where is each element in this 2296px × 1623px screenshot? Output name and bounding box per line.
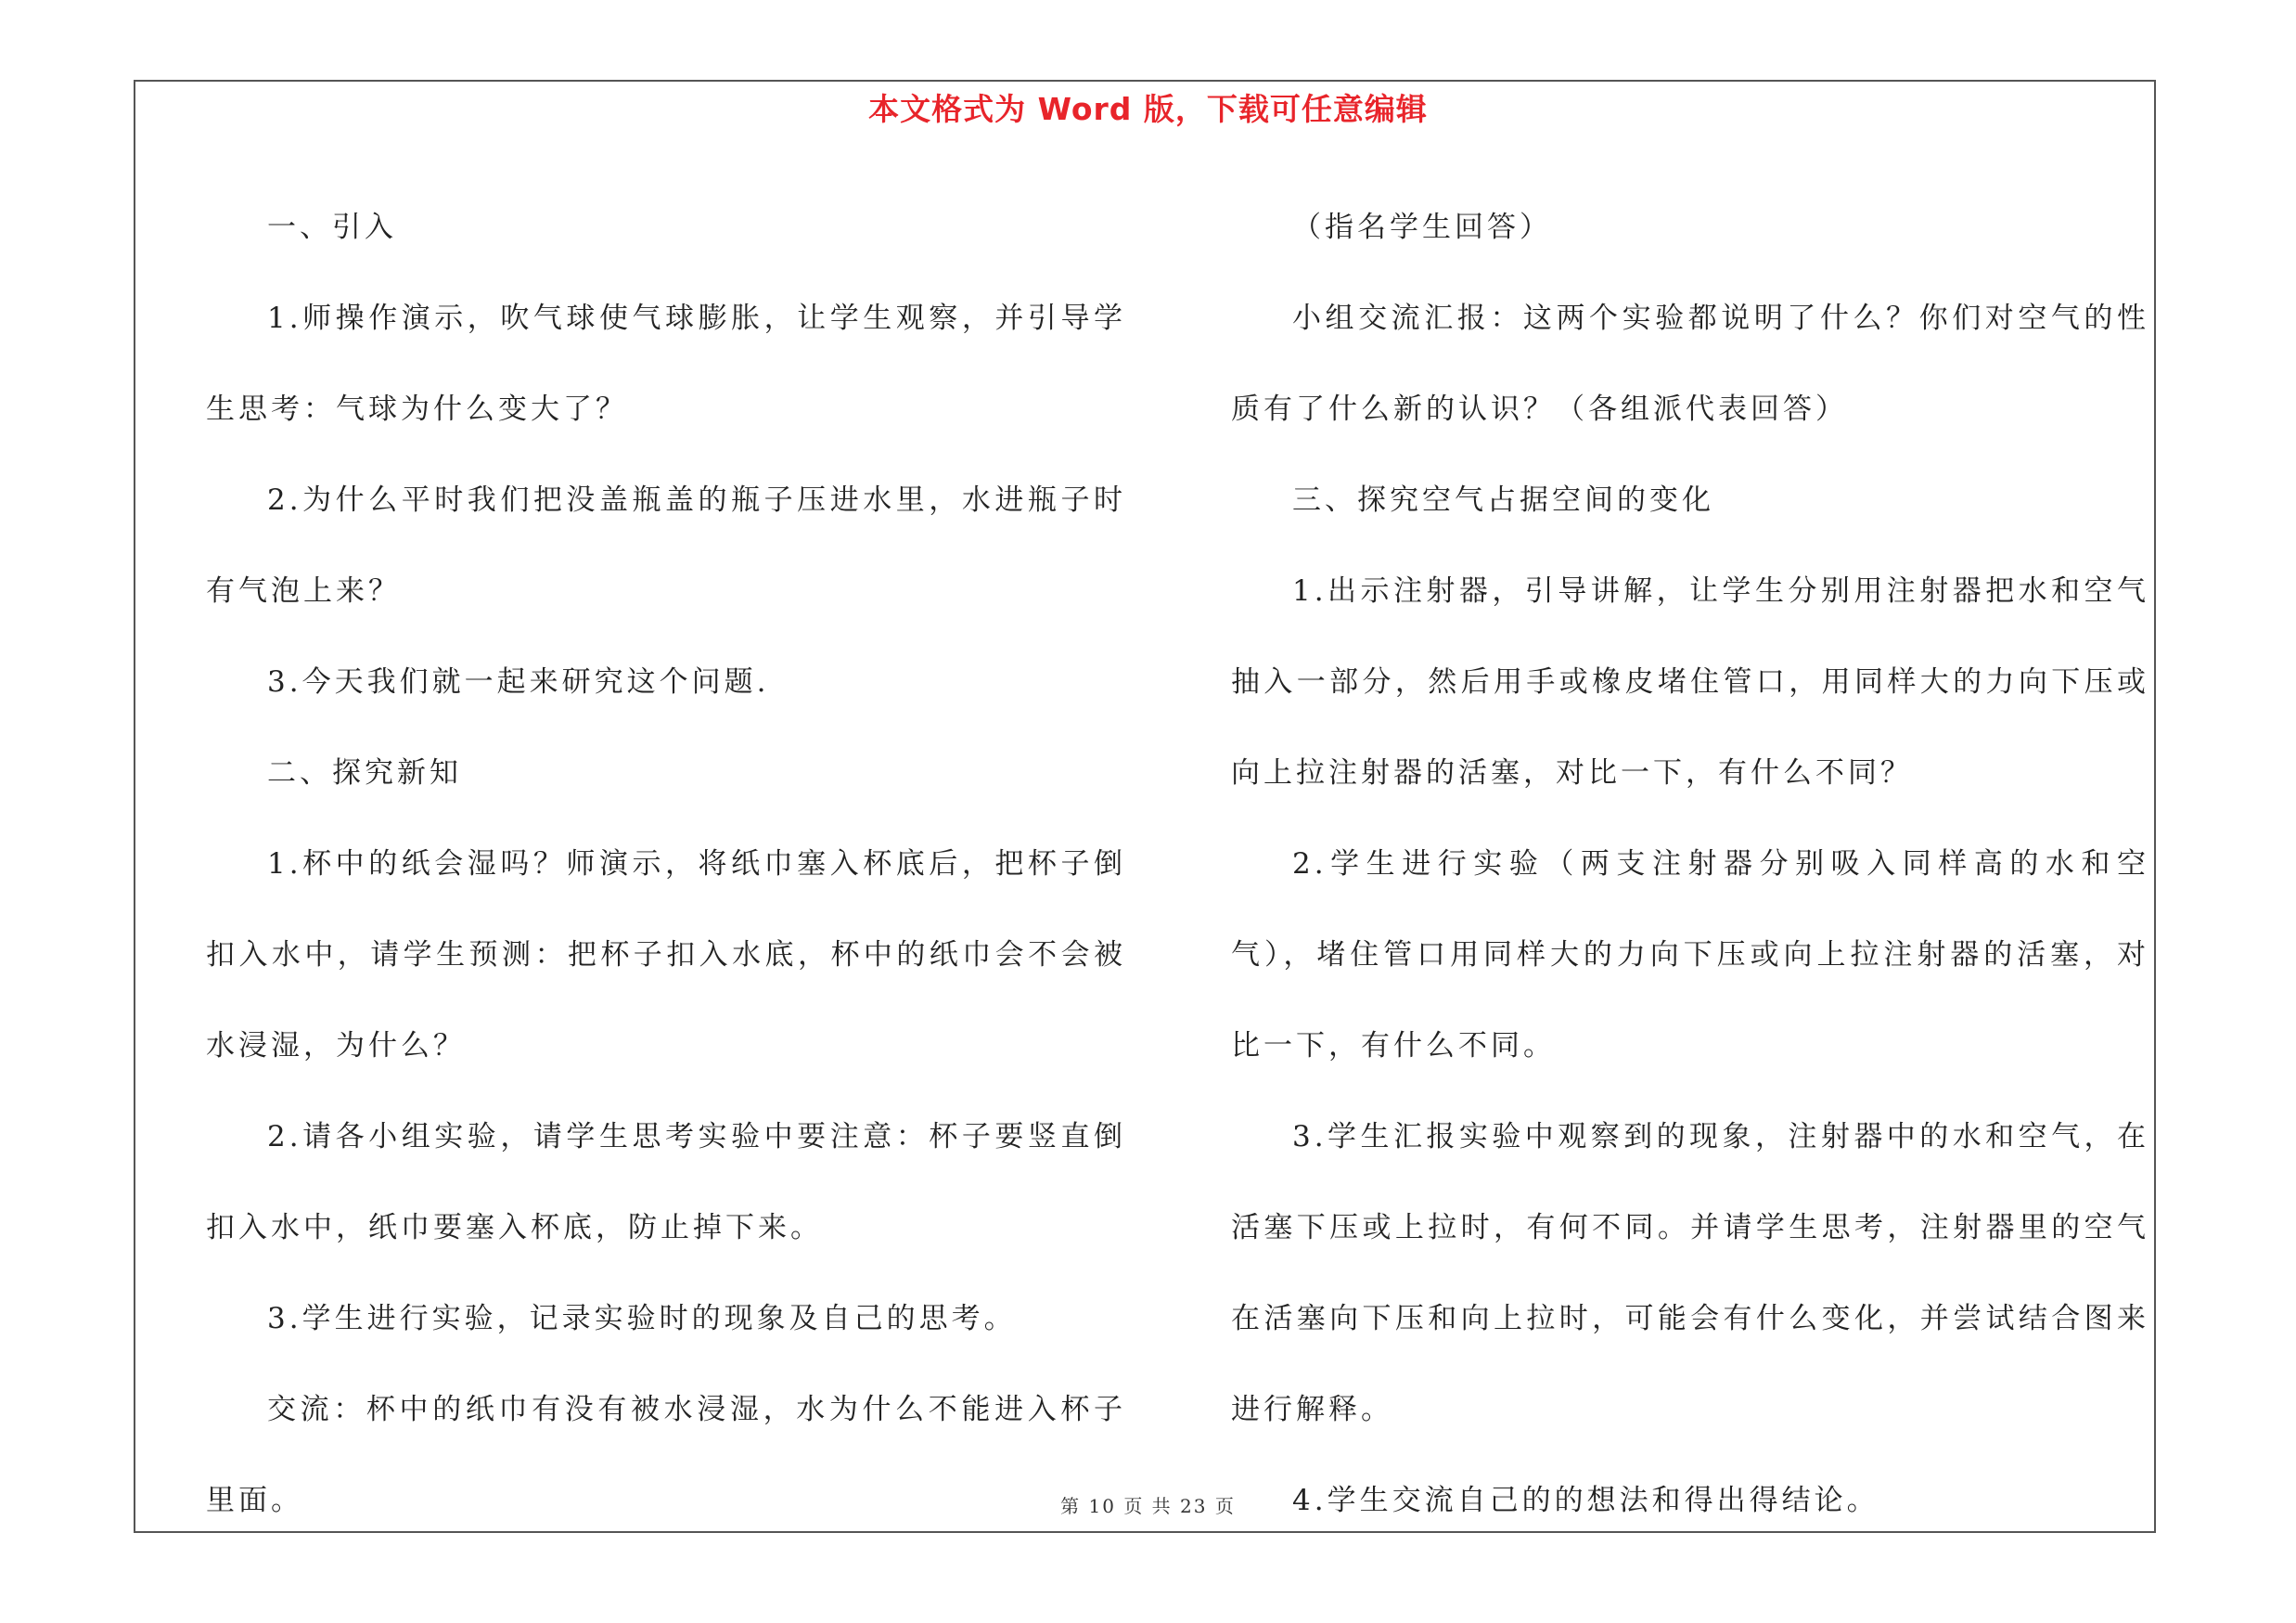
right-column [1231,182,2149,1546]
paragraph: 2.学生进行实验（两支注射器分别吸入同样高的水和空气），堵住管口用同样大的力向下压或向上拉注射器的活塞，对比一下，有什么不同。 [1231,847,2149,1063]
paragraph: 4.学生交流自己的的想法和得出得结论。 [1292,1484,1879,1517]
section-heading: 二、探究新知 [267,756,462,790]
paragraph: （指名学生回答） [1292,211,1552,244]
paragraph: 3.学生汇报实验中观察到的现象，注射器中的水和空气，在活塞下压或上拉时，有何不同。并请学生思考，注射器里的空气在活塞向下压和向上拉时，可能会有什么变化，并尝试结合图来进行解释。 [1231,1120,2149,1426]
paragraph: 1.杯中的纸会湿吗？师演示，将纸巾塞入杯底后，把杯子倒扣入水中，请学生预测：把杯子扣入水底，杯中的纸巾会不会被水浸湿，为什么？ [206,847,1126,1063]
section-heading: 三、探究空气占据空间的变化 [1292,483,1714,517]
paragraph: 交流：杯中的纸巾有没有被水浸湿，水为什么不能进入杯子里面。 [206,1393,1126,1517]
page-footer: 第 10 页 共 23 页 [1060,1495,1236,1517]
paragraph: 3.今天我们就一起来研究这个问题. [267,665,770,699]
left-column [206,182,1126,1546]
page-header-title: 本文格式为 Word 版，下载可任意编辑 [868,91,1428,127]
paragraph: 1.师操作演示，吹气球使气球膨胀，让学生观察，并引导学生思考：气球为什么变大了？ [206,302,1126,426]
paragraph: 小组交流汇报：这两个实验都说明了什么？你们对空气的性质有了什么新的认识？（各组派代表回答） [1231,302,2149,426]
paragraph: 1.出示注射器，引导讲解，让学生分别用注射器把水和空气抽入一部分，然后用手或橡皮堵住管口，用同样大的力向下压或向上拉注射器的活塞，对比一下，有什么不同？ [1231,574,2149,790]
paragraph: 3.学生进行实验，记录实验时的现象及自己的思考。 [267,1302,1017,1335]
paragraph: 2.请各小组实验，请学生思考实验中要注意：杯子要竖直倒扣入水中，纸巾要塞入杯底，防止掉下来。 [206,1120,1126,1244]
paragraph: 2.为什么平时我们把没盖瓶盖的瓶子压进水里，水进瓶子时有气泡上来？ [206,483,1126,608]
section-heading: 一、引入 [267,211,397,244]
